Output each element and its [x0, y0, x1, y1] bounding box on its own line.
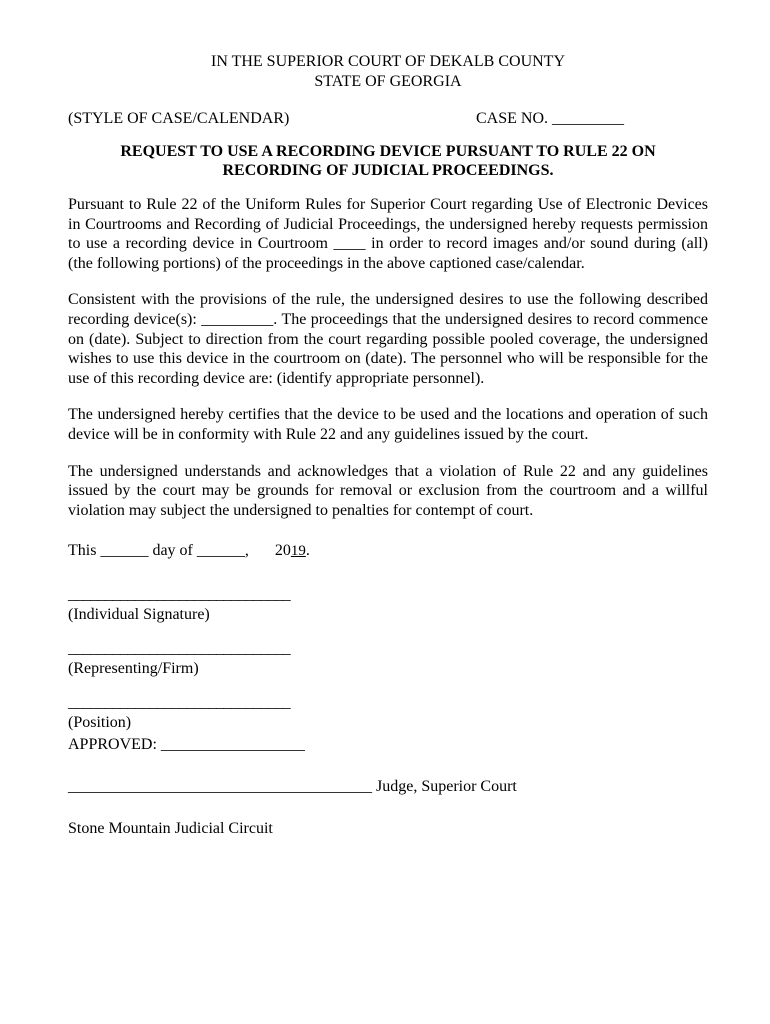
firm-label: (Representing/Firm) — [68, 660, 199, 678]
date-line — [68, 540, 708, 562]
position-signature-line: ______________________________ — [68, 694, 291, 712]
judge-signature-row — [68, 776, 708, 798]
individual-signature-line: ______________________________ — [68, 586, 291, 604]
date-suffix: . — [305, 542, 310, 560]
paragraph-request: Pursuant to Rule 22 of the Uniform Rules for Superior Court regarding Use of Electronic Devices in Courtrooms and Recording of Judicial Proceedings, the undersigned hereby requests permission to use a recording device in Courtroom ____ in order to record images and/or sound during (all) (the following portions) of the proceedings in the above captioned case/calendar. — [68, 196, 708, 272]
judicial-circuit: Stone Mountain Judicial Circuit — [68, 820, 273, 838]
firm-signature-line: ______________________________ — [68, 640, 291, 658]
document-page — [68, 52, 708, 840]
case-caption — [68, 108, 708, 130]
individual-signature-label: (Individual Signature) — [68, 606, 210, 624]
judge-label: Judge, Superior Court — [372, 778, 517, 796]
court-state: STATE OF GEORGIA — [314, 73, 462, 90]
case-number: CASE NO. _________ — [476, 110, 625, 127]
paragraph-certification: The undersigned hereby certifies that the device to be used and the locations and operation of such device will be in conformity with Rule 22 and any guidelines issued by the court. — [68, 406, 708, 443]
court-header — [68, 52, 708, 92]
paragraph-acknowledgement: The undersigned understands and acknowledges that a violation of Rule 22 and any guidelines issued by the court may be grounds for removal or exclusion from the courtroom and a willful violation may subject the undersigned to penalties for contempt of court. — [68, 462, 708, 519]
style-of-case: (STYLE OF CASE/CALENDAR) — [68, 110, 290, 127]
approved-line: APPROVED: __________________ — [68, 736, 305, 754]
date-prefix: This ______ day of ______, — [68, 542, 249, 560]
year-fill: 19 — [290, 543, 306, 560]
court-name: IN THE SUPERIOR COURT OF DEKALB COUNTY — [210, 53, 566, 70]
judge-signature-line: ______________________________________ — [68, 778, 372, 796]
title-line-2: RECORDING OF JUDICIAL PROCEEDINGS. — [222, 162, 554, 179]
title-line-1: REQUEST TO USE A RECORDING DEVICE PURSUANT TO RULE 22 ON — [120, 143, 656, 160]
year-prefix: 20 — [274, 542, 291, 560]
paragraph-device: Consistent with the provisions of the rule, the undersigned desires to use the following described recording device(s): _________. The proceedings that the undersigned desires to record commence on (date). Subject to direction from the court regarding possible pooled coverage, the undersigned wishes to use this device in the courtroom on (date). The personnel who will be responsible for the use of this recording device are: (identify appropriate personnel). — [68, 291, 708, 387]
document-title — [68, 142, 708, 180]
position-label: (Position) — [68, 714, 132, 732]
